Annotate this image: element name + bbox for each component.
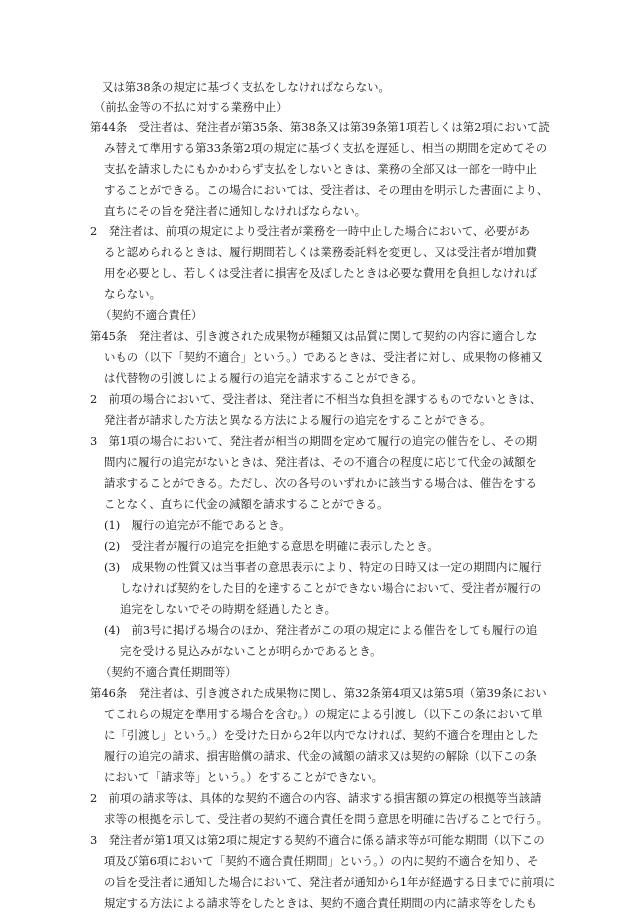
- text-line: は代替物の引渡しによる履行の追完を請求することができる。: [104, 371, 423, 385]
- paragraph-3: 3 発注者が第1項又は第2項に規定する契約不適合に係る請求等が可能な期間（以下この: [90, 833, 545, 847]
- text-line: に「引渡し」という。）を受けた日から2年以内でなければ、契約不適合を理由とした: [104, 728, 539, 742]
- text-line: 用を必要とし、若しくは受注者に損害を及ぼしたときは必要な費用を負担しなければ: [104, 266, 537, 280]
- item-2: (2) 受注者が履行の追完を拒絶する意思を明確に表示したとき。: [104, 539, 439, 553]
- text-line: 完を受ける見込みがないことが明らかであるとき。: [120, 644, 382, 658]
- text-line: てこれらの規定を準用する場合を含む。）の規定による引渡し（以下この条において単: [104, 707, 543, 721]
- paragraph-2: 2 発注者は、前項の規定により受注者が業務を一時中止した場合において、必要があ: [90, 224, 530, 238]
- text-line: 項及び第6項において「契約不適合責任期間」という。）の内に契約不適合を知り、そ: [104, 854, 539, 868]
- item-1: (1) 履行の追完が不能であるとき。: [104, 518, 291, 532]
- section-heading: （契約不適合責任期間等）: [100, 665, 237, 679]
- text-line: ならない。: [104, 287, 161, 301]
- article-46: 第46条 発注者は、引き渡された成果物に関し、第32条第4項又は第5項（第39条におい: [90, 686, 547, 700]
- text-line: 請求することができる。ただし、次の各号のいずれかに該当する場合は、催告をする: [104, 476, 537, 490]
- text-line: 間内に履行の追完がないときは、発注者は、その不適合の程度に応じて代金の減額を: [104, 455, 537, 469]
- text-line: いもの（以下「契約不適合」という。）であるときは、受注者に対し、成果物の修補又: [104, 350, 543, 364]
- article-44: 第44条 受注者は、発注者が第35条、第38条又は第39条第1項若しくは第2項において読: [90, 120, 550, 134]
- text-line: ると認められるときは、履行期間若しくは業務委託料を変更し、又は受注者が増加費: [104, 245, 537, 259]
- section-heading: （契約不適合責任）: [100, 308, 203, 322]
- text-line: 追完をしないでその時期を経過したとき。: [120, 602, 336, 616]
- text-line: することができる。この場合においては、受注者は、その理由を明示した書面により、: [104, 183, 549, 197]
- item-4: (4) 前3号に掲げる場合のほか、発注者がこの項の規定による催告をしても履行の追: [104, 623, 538, 637]
- text-line: 求等の根拠を示して、受注者の契約不適合責任を問う意思を明確に告げることで行う。: [104, 812, 549, 826]
- text-line: しなければ契約をした目的を達することができない場合において、受注者が履行の: [120, 581, 542, 595]
- item-3: (3) 成果物の性質又は当事者の意思表示により、特定の日時又は一定の期間内に履行: [104, 560, 542, 574]
- text-line: において「請求等」という。）をすることができない。: [104, 770, 384, 784]
- text-line: 支払を請求したにもかかわらず支払をしないときは、業務の全部又は一部を一時中止: [104, 162, 537, 176]
- paragraph-2: 2 前項の請求等は、具体的な契約不適合の内容、請求する損害額の算定の根拠等当該請: [90, 791, 542, 805]
- text-line: 発注者が請求した方法と異なる方法による履行の追完をすることができる。: [104, 413, 492, 427]
- text-line: 規定する方法による請求等をしたときは、契約不適合責任期間の内に請求等をしたも: [104, 896, 537, 910]
- paragraph-2: 2 前項の場合において、受注者は、発注者に不相当な負担を課するものでないときは、: [90, 392, 542, 406]
- text-line: の旨を受注者に通知した場合において、発注者が通知から1年が経過する日までに前項に: [104, 875, 556, 889]
- text-line: 直ちにその旨を発注者に通知しなければならない。: [104, 204, 366, 218]
- text-line: 又は第38条の規定に基づく支払をしなければならない。: [102, 80, 390, 94]
- text-line: み替えて準用する第33条第2項の規定に基づく支払を遅延し、相当の期間を定めてその: [104, 141, 548, 155]
- text-line: 履行の追完の請求、損害賠償の請求、代金の減額の請求又は契約の解除（以下この条: [104, 749, 537, 763]
- section-heading: （前払金等の不払に対する業務中止）: [94, 100, 288, 114]
- text-line: ことなく、直ちに代金の減額を請求することができる。: [104, 497, 389, 511]
- paragraph-3: 3 第1項の場合において、発注者が相当の期間を定めて履行の追完の催告をし、その期: [90, 434, 538, 448]
- article-45: 第45条 発注者は、引き渡された成果物が種類又は品質に関して契約の内容に適合しな: [90, 329, 538, 343]
